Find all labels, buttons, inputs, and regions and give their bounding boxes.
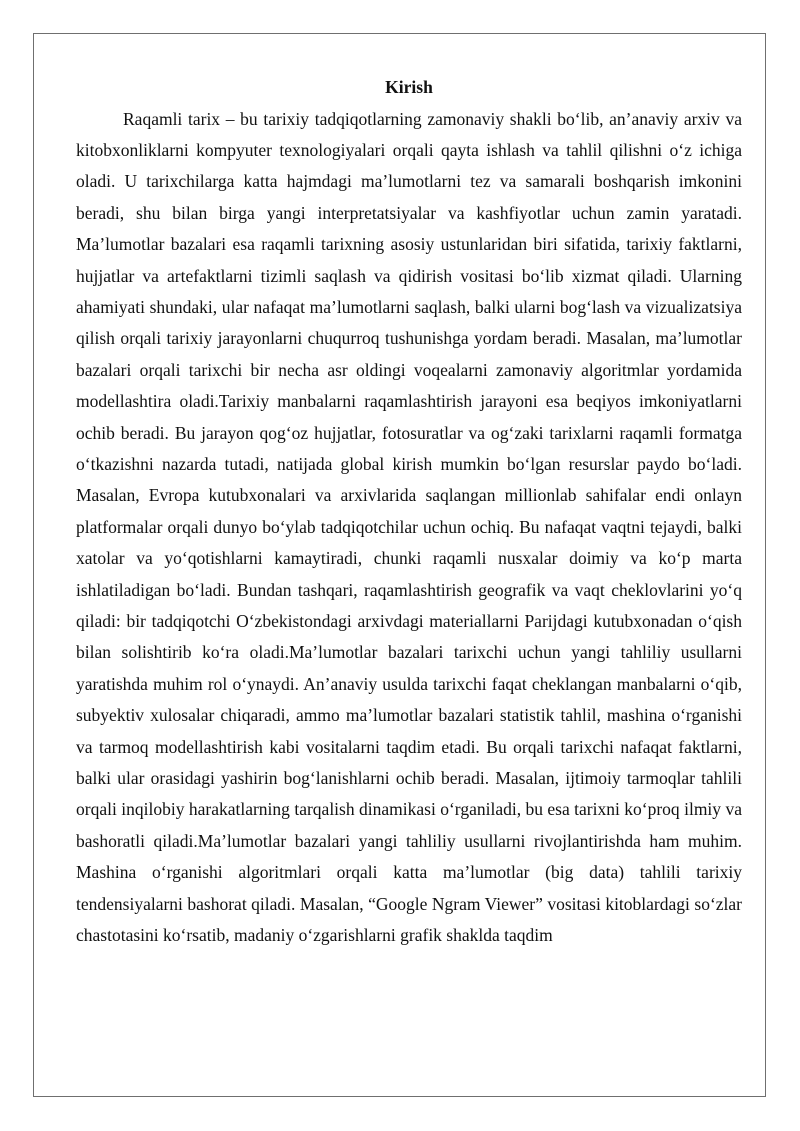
body-paragraph: Raqamli tarix – bu tarixiy tadqiqotlarning zamonaviy shakli bo‘lib, an’anaviy arxiv va kitobxonliklarni kompyuter texnologiyalari orqali qayta ishlash va tahlil qilishni o‘z ichiga oladi. U tarixchilarga katta hajmdagi ma’lumotlarni tez va samarali boshqarish imkonini beradi, shu bilan birga yangi interpretatsiyalar va kashfiyotlar uchun zamin yaratadi. Ma’lumotlar bazalari esa raqamli tarixning asosiy ustunlaridan biri sifatida, tarixiy faktlarni, hujjatlar va artefaktlarni tizimli saqlash va qidirish vositasi bo‘lib xizmat qiladi. Ularning ahamiyati shundaki, ular nafaqat ma’lumotlarni saqlash, balki ularni bog‘lash va vizualizatsiya qilish orqali tarixiy jarayonlarni chuqurroq tushunishga yordam beradi. Masalan, ma’lumotlar bazalari orqali tarixchi bir necha asr oldingi voqealarni zamonaviy algoritmlar yordamida modellashtira oladi.Tarixiy manbalarni raqamlashtirish jarayoni esa beqiyos imkoniyatlarni ochib beradi. Bu jarayon qog‘oz hujjatlar, fotosuratlar va og‘zaki tarixlarni raqamli formatga o‘tkazishni nazarda tutadi, natijada global kirish mumkin bo‘lgan resurslar paydo bo‘ladi. Masalan, Evropa kutubxonalari va arxivlarida saqlangan millionlab sahifalar endi onlayn platformalar orqali dunyo bo‘ylab tadqiqotchilar uchun ochiq. Bu nafaqat vaqtni tejaydi, balki xatolar va yo‘qotishlarni kamaytiradi, chunki raqamli nusxalar doimiy va ko‘p marta ishlatiladigan bo‘ladi. Bundan tashqari, raqamlashtirish geografik va vaqt cheklovlarini yo‘q qiladi: bir tadqiqotchi O‘zbekistondagi arxivdagi materiallarni Parijdagi kutubxonadan o‘qish bilan solishtirib ko‘ra oladi.Ma’lumotlar bazalari tarixchi uchun yangi tahliliy usullarni yaratishda muhim rol o‘ynaydi. An’anaviy usulda tarixchi faqat cheklangan manbalarni o‘qib, subyektiv xulosalar chiqaradi, ammo ma’lumotlar bazalari statistik tahlil, mashina o‘rganishi va tarmoq modellashtirish kabi vositalarni taqdim etadi. Bu orqali tarixchi nafaqat faktlarni, balki ular orasidagi yashirin bog‘lanishlarni ochib beradi. Masalan, ijtimoiy tarmoqlar tahlili orqali inqilobiy harakatlarning tarqalish dinamikasi o‘rganiladi, bu esa tarixni ko‘proq ilmiy va bashoratli qiladi.Ma’lumotlar bazalari yangi tahliliy usullarni rivojlantirishda ham muhim. Mashina o‘rganishi algoritmlari orqali katta ma’lumotlar (big data) tahlili tarixiy tendensiyalarni bashorat qiladi. Masalan, “Google Ngram Viewer” vositasi kitoblardagi so‘zlar chastotasini ko‘rsatib, madaniy o‘zgarishlarni grafik shaklda taqdim	[76, 108, 742, 946]
document-content	[76, 72, 742, 951]
document-title: Kirish	[385, 77, 433, 97]
